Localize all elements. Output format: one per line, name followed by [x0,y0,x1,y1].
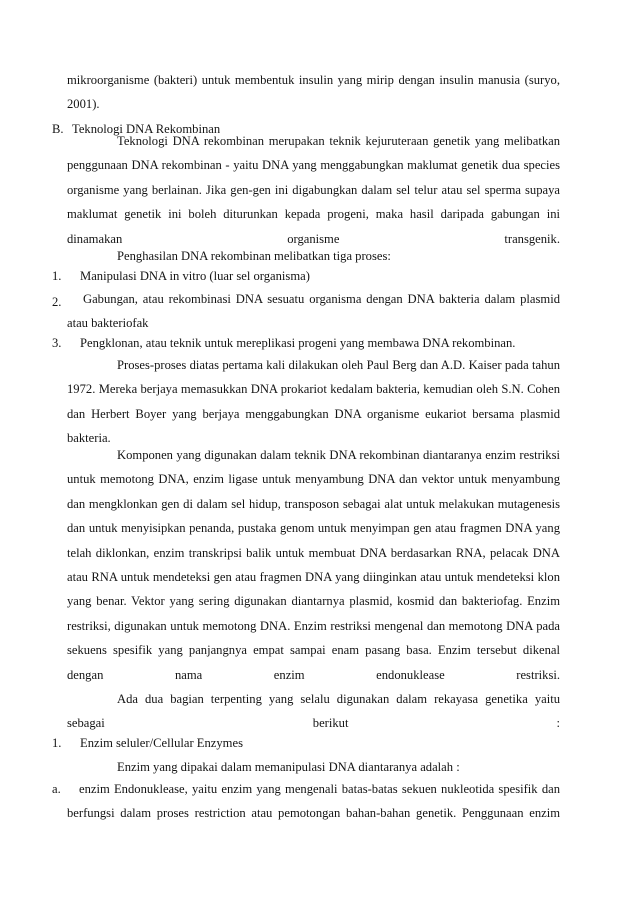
paragraph-history: Proses-proses diatas pertama kali dilakukan oleh Paul Berg dan A.D. Kaiser pada tahun 1972. Mereka berjaya memasukkan DNA prokariot kedalam bakteria, kemudian oleh S.N. Cohen dan Herbert Boyer yang berjaya menggabungkan DNA organisme eukariot bersama plasmid bakteria. [67,358,560,446]
list-item-manipulation: Manipulasi DNA in vitro (luar sel organisma) [80,269,310,283]
list-item-cloning: Pengklonan, atau teknik untuk mereplikasi progeni yang membawa DNA rekombinan. [80,336,516,350]
paragraph-enzymes-used: Enzim yang dipakai dalam memanipulasi DNA diantaranya adalah : [117,760,460,774]
list-item-marker: a. [52,782,61,796]
paragraph-two-parts: Ada dua bagian terpenting yang selalu digunakan dalam rekayasa genetika yaitu sebagai berikut : [67,692,560,731]
list-item-recombination: Gabungan, atau rekombinasi DNA sesuatu organisma dengan DNA bakteria dalam plasmid atau bakteriofak [67,292,560,331]
list-item-marker: 2. [52,295,62,309]
paragraph-intro: mikroorganisme (bakteri) untuk membentuk insulin yang mirip dengan insulin manusia (suryo, 2001). [67,73,560,112]
list-item-cellular-enzymes: Enzim seluler/Cellular Enzymes [80,736,243,750]
list-item-marker: 3. [52,336,62,350]
section-b-heading: Teknologi DNA Rekombinan [72,122,221,136]
paragraph-components: Komponen yang digunakan dalam teknik DNA rekombinan diantaranya enzim restriksi untuk memotong DNA, enzim ligase untuk menyambung DNA dan vektor untuk menyambung dan mengklonkan gen di dalam sel hidup, transposon sebagai alat untuk melakukan mutagenesis dan untuk menyisipkan penanda, pustaka genom untuk menyimpan gen atau fragmen DNA yang telah diklonkan, enzim transkripsi balik untuk membuat DNA berdasarkan RNA, pelacak DNA atau RNA untuk mendeteksi gen atau fragmen DNA yang diinginkan atau untuk mendeteksi klon yang benar. Vektor yang sering digunakan diantarnya plasmid, kosmid dan bakteriofag. Enzim restriksi, digunakan untuk memotong DNA. Enzim restriksi mengenal dan memotong DNA pada sekuens spesifik yang panjangnya empat sampai enam pasang basa. Enzim tersebut dikenal dengan nama enzim endonuklease restriksi. [67,448,560,682]
list-item-endonuclease: enzim Endonuklease, yaitu enzim yang mengenali batas-batas sekuen nukleotida spesifik dan berfungsi dalam proses restriction atau pemotongan bahan-bahan genetik. Penggunaan enzim [67,782,560,821]
paragraph-three-processes: Penghasilan DNA rekombinan melibatkan tiga proses: [117,249,391,263]
list-item-marker: 1. [52,736,62,750]
list-item-marker: 1. [52,269,62,283]
section-b-marker: B. [52,122,64,136]
paragraph-dna-technology: Teknologi DNA rekombinan merupakan teknik kejuruteraan genetik yang melibatkan penggunaan DNA rekombinan - yaitu DNA yang menggabungkan maklumat genetik dua species organisme yang berlainan. Jika gen-gen ini digabungkan dalam sel telur atau sel sperma supaya maklumat genetik ini boleh diturunkan kepada progeni, maka hasil daripada gabungan ini dinamakan organisme transgenik. [67,134,560,246]
